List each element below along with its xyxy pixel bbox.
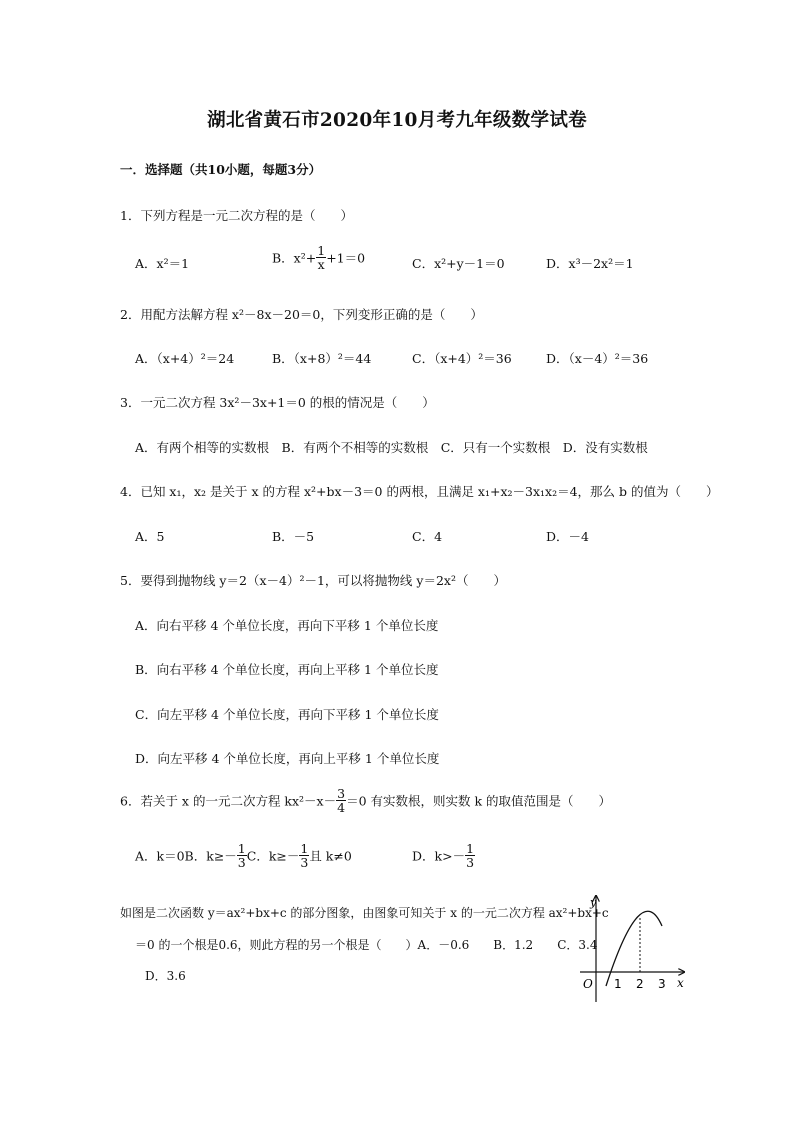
- q1-option-d: D．x³－2x²＝1: [546, 256, 634, 271]
- question-5-stem: 5．要得到抛物线 y＝2（x－4）²－1，可以将抛物线 y＝2x²（ ）: [120, 573, 506, 588]
- q6-options-abc: A．k＝0B．k≥－ $\frac{1}{3}$ C．k≥－ $\frac{1}{3}$ 且 k≠0: [135, 841, 352, 871]
- q4-option-c: C．4: [412, 529, 443, 544]
- tick-label-2: 2: [636, 977, 644, 991]
- q5-option-a: A．向右平移 4 个单位长度，再向下平移 1 个单位长度: [135, 618, 439, 633]
- fraction: $\frac{1}{3}$: [237, 841, 246, 871]
- parabola-curve: [606, 911, 662, 986]
- q6-option-d: D．k>－ $\frac{1}{3}$: [412, 841, 475, 871]
- question-1-stem: 1．下列方程是一元二次方程的是（ ）: [120, 208, 353, 223]
- fraction: $\frac{1}{3}$: [466, 841, 475, 871]
- parabola-graph: [572, 890, 692, 1005]
- question-7-line-2: ＝0 的一个根是0.6，则此方程的另一个根是（ ）A．－0.6 B．1.2 C．3.4: [135, 938, 598, 952]
- fraction: $\frac{1}{x}$: [317, 243, 326, 273]
- question-7-line-1: 如图是二次函数 y＝ax²+bx+c 的部分图象，由图象可知关于 x 的一元二次方程 ax²+bx+c: [120, 906, 609, 920]
- tick-label-3: 3: [658, 977, 666, 991]
- question-4-stem: 4．已知 x₁，x₂ 是关于 x 的方程 x²+bx－3＝0 的两根，且满足 x₁+x₂－3x₁x₂＝4，那么 b 的值为（ ）: [120, 484, 719, 499]
- q2-option-d: D．（x－4）²＝36: [546, 351, 649, 366]
- q5-option-d: D．向左平移 4 个单位长度，再向上平移 1 个单位长度: [135, 751, 440, 766]
- section-heading: 一．选择题（共10小题，每题3分）: [120, 162, 322, 177]
- q5-option-c: C．向左平移 4 个单位长度，再向下平移 1 个单位长度: [135, 707, 439, 722]
- page-title: 湖北省黄石市2020年10月考九年级数学试卷: [207, 110, 587, 131]
- fraction: $\frac{1}{3}$: [300, 841, 309, 871]
- y-axis-label: y: [590, 896, 597, 909]
- question-3-stem: 3．一元二次方程 3x²－3x+1＝0 的根的情况是（ ）: [120, 395, 435, 410]
- q4-option-b: B．－5: [272, 529, 315, 544]
- q3-options: A．有两个相等的实数根 B．有两个不相等的实数根 C．只有一个实数根 D．没有实数根: [135, 440, 648, 455]
- question-7-line-3: D．3.6: [145, 969, 186, 983]
- q2-option-c: C．（x+4）²＝36: [412, 351, 512, 366]
- fraction: $\frac{3}{4}$: [337, 786, 346, 816]
- q1-option-a: A．x²＝1: [135, 256, 190, 271]
- q4-option-a: A．5: [135, 529, 165, 544]
- q5-option-b: B．向右平移 4 个单位长度，再向上平移 1 个单位长度: [135, 662, 439, 677]
- origin-label: O: [583, 977, 593, 991]
- q1-option-c: C．x²+y－1＝0: [412, 256, 505, 271]
- q2-option-a: A．（x+4）²＝24: [135, 351, 235, 366]
- q2-option-b: B．（x+8）²＝44: [272, 351, 372, 366]
- question-2-stem: 2．用配方法解方程 x²－8x－20＝0，下列变形正确的是（ ）: [120, 307, 483, 322]
- x-axis-label: x: [677, 976, 684, 990]
- q1-option-b: B．x²+ $\frac{1}{x}$ +1＝0: [272, 243, 366, 273]
- question-6-stem: 6．若关于 x 的一元二次方程 kx²－x－ $\frac{3}{4}$ ＝0 有实数根，则实数 k 的取值范围是（ ）: [120, 786, 612, 816]
- tick-label-1: 1: [614, 977, 622, 991]
- q4-option-d: D．－4: [546, 529, 589, 544]
